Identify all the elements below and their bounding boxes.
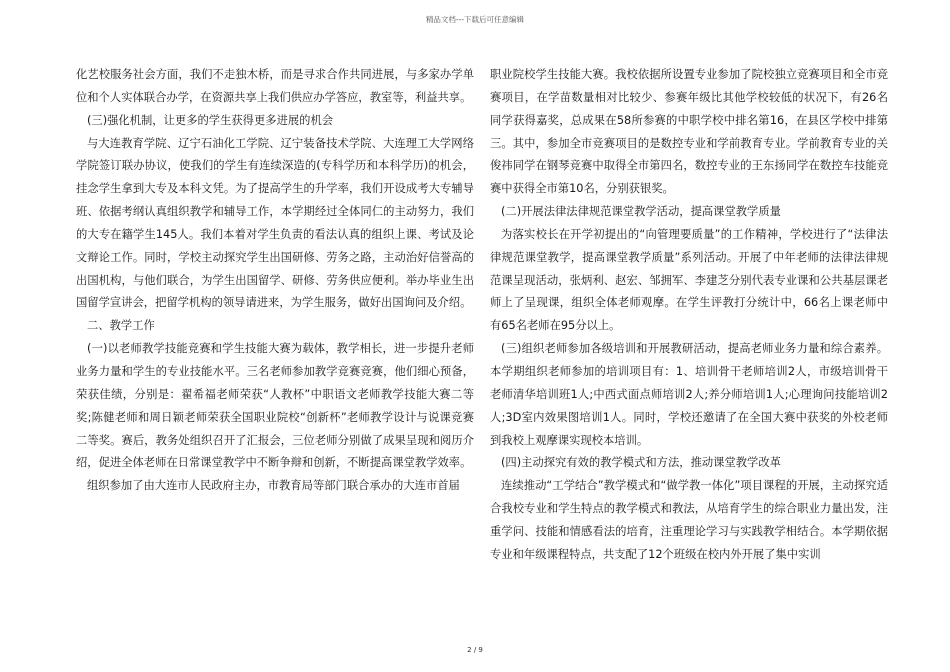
section-heading: 二、教学工作 <box>87 319 155 333</box>
section-heading: (二)开展法律法律规范课堂教学活动，提高课堂教学质量 <box>501 205 781 219</box>
paragraph: 与大连教育学院、辽宁石油化工学院、辽宁装备技术学院、大连理工大学网络学院签订联办协议，使我们的学生有连续深造的(专科学历和本科学历)的机会，挂念学生拿到大专及本科文凭。为了提高学生的升学率，我们开设成考大专辅导班、依据考纲认真组织教学和辅导工作，本学期经过全体同仁的主动努力，我们的大专在籍学生145人。我们本着对学生负责的看法认真的组织上课、考试及论文辩论工作。同时，学校主动探究学生出国研修、劳务之路，主动治好信誉高的出国机构，与他们联合，为学生出国留学、研修、劳务供应便利。举办毕业生出国留学宣讲会，把留学机构的领导请进来，为学生服务，做好出国询问及介绍。 <box>76 136 474 310</box>
paragraph: 职业院校学生技能大赛。我校依据所设置专业参加了院校独立竞赛项目和全市竞赛项目，在学苗数量相对比较少、参赛年级比其他学校较低的状况下，有26名同学获得嘉奖，总成果在58所参赛的中职学校中排名第16，在县区学校中排第三。其中，参加全市竞赛项目的是数控专业和学前教育专业。学前教育专业的关俊祎同学在钢琴竞赛中取得全市第四名，数控专业的王东扬同学在数控车技能竞赛中获得全市第10名，分别获银奖。 <box>490 68 888 196</box>
paragraph: 组织参加了由大连市人民政府主办，市教育局等部门联合承办的大连市首届 <box>87 479 460 493</box>
paragraph: 化艺校服务社会方面，我们不走独木桥，而是寻求合作共同进展，与多家办学单位和个人实体联合办学，在资源共享上我们供应办学答应，教室等，利益共享。 <box>76 68 474 104</box>
paragraph: 为落实校长在开学初提出的“向管理要质量”的工作精神，学校进行了“法律法律规范课堂教学，提高课堂教学质量”系列活动。开展了中年老师的法律法律规范课呈现活动，张炳利、赵宏、邹拥军、李建芝分别代表专业课和公共基层课老师上了呈现课，组织全体老师观摩。在学生评教打分统计中，66名上课老师中有65名老师在95分以上。 <box>490 227 888 333</box>
paragraph: 连续推动“工学结合”教学模式和“做学教一体化”项目课程的开展，主动探究适合我校专业和学生特点的教学模式和教法，从培育学生的综合职业力量出发，注重学问、技能和情感看法的培育，注重理论学习与实践教学相结合。本学期依据专业和年级课程特点，共支配了12个班级在校内外开展了集中实训 <box>490 479 888 561</box>
section-heading: (四)主动探究有效的教学模式和方法，推动课堂教学改革 <box>501 456 781 470</box>
section-heading: (三)强化机制，让更多的学生获得更多进展的机会 <box>87 113 334 127</box>
paragraph: (一)以老师教学技能竞赛和学生技能大赛为载体，教学相长，进一步提升老师业务力量和学生的专业技能水平。三名老师参加教学竞赛竞赛，他们细心预备，荣获佳绩，分别是：翟希福老师荣获“人教杯”中职语文老师教学技能大赛二等奖;陈健老师和周日颖老师荣获全国职业院校“创新杯”老师教学设计与说课竞赛二等奖。赛后，教务处组织召开了汇报会，三位老师分别做了成果呈现和阅历介绍，促进全体老师在日常课堂教学中不断争辩和创新，不断提高课堂教学效率。 <box>76 342 474 470</box>
right-column <box>490 64 888 567</box>
left-column <box>76 64 474 498</box>
page-number: 2 / 9 <box>467 646 483 654</box>
paragraph: (三)组织老师参加各级培训和开展教研活动，提高老师业务力量和综合素养。本学期组织老师参加的培训项目有：1、培训骨干老师培训2人，市级培训骨干老师清华培训班1人;中西式面点师培训2人;养分师培训1人;心理询问技能培训2人;3D室内效果图培训1人。同时，学校还邀请了在全国大赛中获奖的外校老师到我校上观摩课实现校本培训。 <box>490 342 888 447</box>
page-header: 精品文档---下载后可任意编辑 <box>425 15 525 24</box>
